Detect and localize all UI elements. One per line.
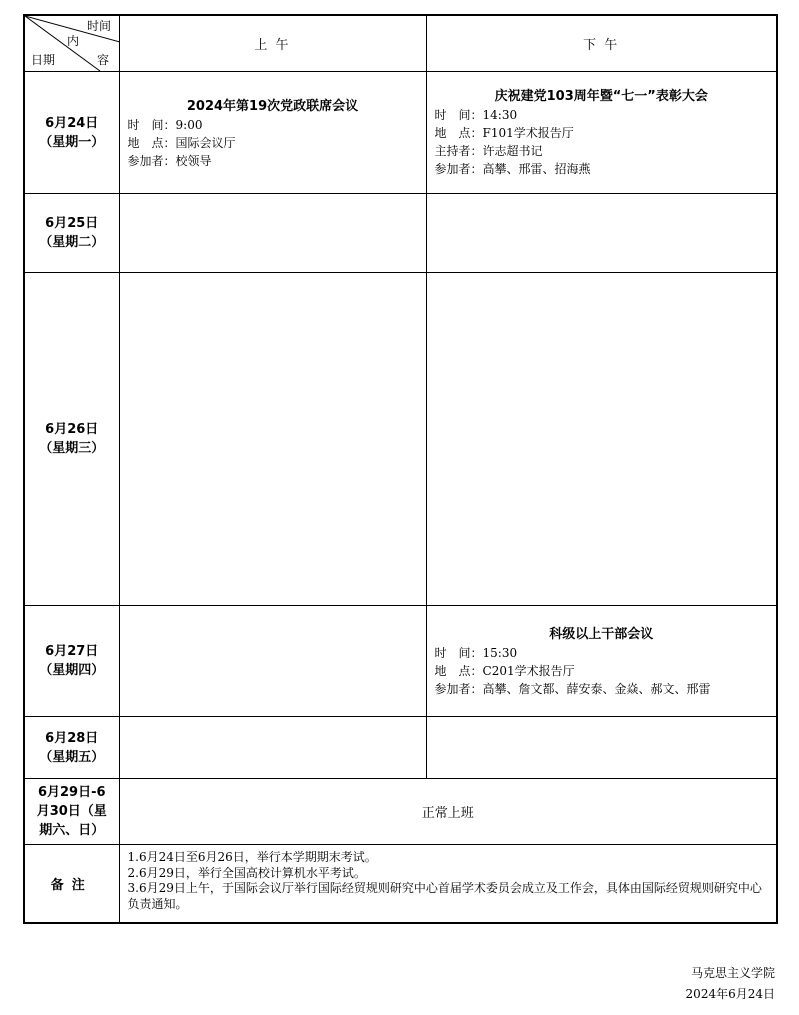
date-label: 6月28日 [45,730,99,746]
weekday-label: （星期二） [39,235,105,250]
empty-cell-morning [119,273,426,606]
date-cell [24,606,119,717]
footer-org: 马克思主义学院 [690,966,775,980]
weekend-content: 正常上班 [119,779,777,845]
afternoon-header: 下 午 [426,15,777,72]
event-cell-afternoon [426,606,777,717]
date-cell [24,717,119,779]
empty-cell-afternoon [426,717,777,779]
event-line-time: 时 间：9:00 [127,118,203,132]
weekend-date-cell [24,779,119,845]
remark-item: 1.6月24日至6月26日，举行本学期期末考试。 [127,850,377,864]
corner-content2-label: 容 [97,53,110,67]
schedule-table [23,14,778,924]
event-title: 2024年第19次党政联席会议 [186,99,359,114]
corner-content-label: 内 [67,34,80,48]
day-row-2 [24,194,777,273]
date-cell [24,194,119,273]
event-line-place: 地 点：国际会议厅 [127,136,236,150]
empty-cell-morning [119,717,426,779]
corner-date-label: 日期 [31,53,56,67]
event-line-place: 地 点：C201学术报告厅 [434,664,575,678]
event-line-attendees: 参加者：高攀、詹文都、薛安泰、金焱、郝文、邢雷 [434,682,711,696]
morning-header: 上 午 [119,15,426,72]
empty-cell-morning [119,194,426,273]
event-title: 科级以上干部会议 [549,627,654,642]
weekday-label: （星期一） [39,134,105,150]
empty-cell-afternoon [426,273,777,606]
event-line-host: 主持者：许志超书记 [434,144,543,158]
day-row-5 [24,717,777,779]
event-title: 庆祝建党103周年暨“七一”表彰大会 [494,89,708,104]
event-line-attendees: 参加者：校领导 [127,154,212,168]
event-cell-morning [119,72,426,194]
day-row-4 [24,606,777,717]
date-label: 6月25日 [45,216,99,231]
weekend-date-line: 6月29日-6 [37,785,106,800]
event-cell-afternoon [426,72,777,194]
weekend-row [24,779,777,845]
day-row-3 [24,273,777,606]
day-row-1 [24,72,777,194]
weekday-label: （星期五） [39,749,105,765]
footer-date: 2024年6月24日 [685,987,775,1001]
event-line-place: 地 点：F101学术报告厅 [434,126,574,140]
event-line-time: 时 间：15:30 [434,646,518,660]
corner-time-label: 时间 [87,19,112,33]
remarks-label: 备注 [24,845,119,923]
date-label: 6月24日 [45,115,99,131]
date-label: 6月26日 [45,422,99,437]
event-line-time: 时 间：14:30 [434,108,518,122]
corner-cell [24,15,119,72]
weekday-label: （星期四） [39,663,105,678]
weekday-label: （星期三） [39,441,105,456]
empty-cell-morning [119,606,426,717]
remark-item: 2.6月29日，举行全国高校计算机水平考试。 [127,865,366,880]
remarks-row [24,845,777,923]
remarks-content [119,845,777,923]
date-label: 6月27日 [45,644,99,659]
date-cell [24,72,119,194]
weekend-date-line: 期六、日） [39,823,105,838]
remark-item: 3.6月29日上午，于国际会议厅举行国际经贸规则研究中心首届学术委员会成立及工作会，具体由国际经贸规则研究中心负责通知。 [127,881,762,911]
date-cell [24,273,119,606]
weekend-date-line: 月30日（星 [36,804,107,819]
header-row [24,15,777,72]
empty-cell-afternoon [426,194,777,273]
event-line-attendees: 参加者：高攀、邢雷、招海燕 [434,162,591,176]
